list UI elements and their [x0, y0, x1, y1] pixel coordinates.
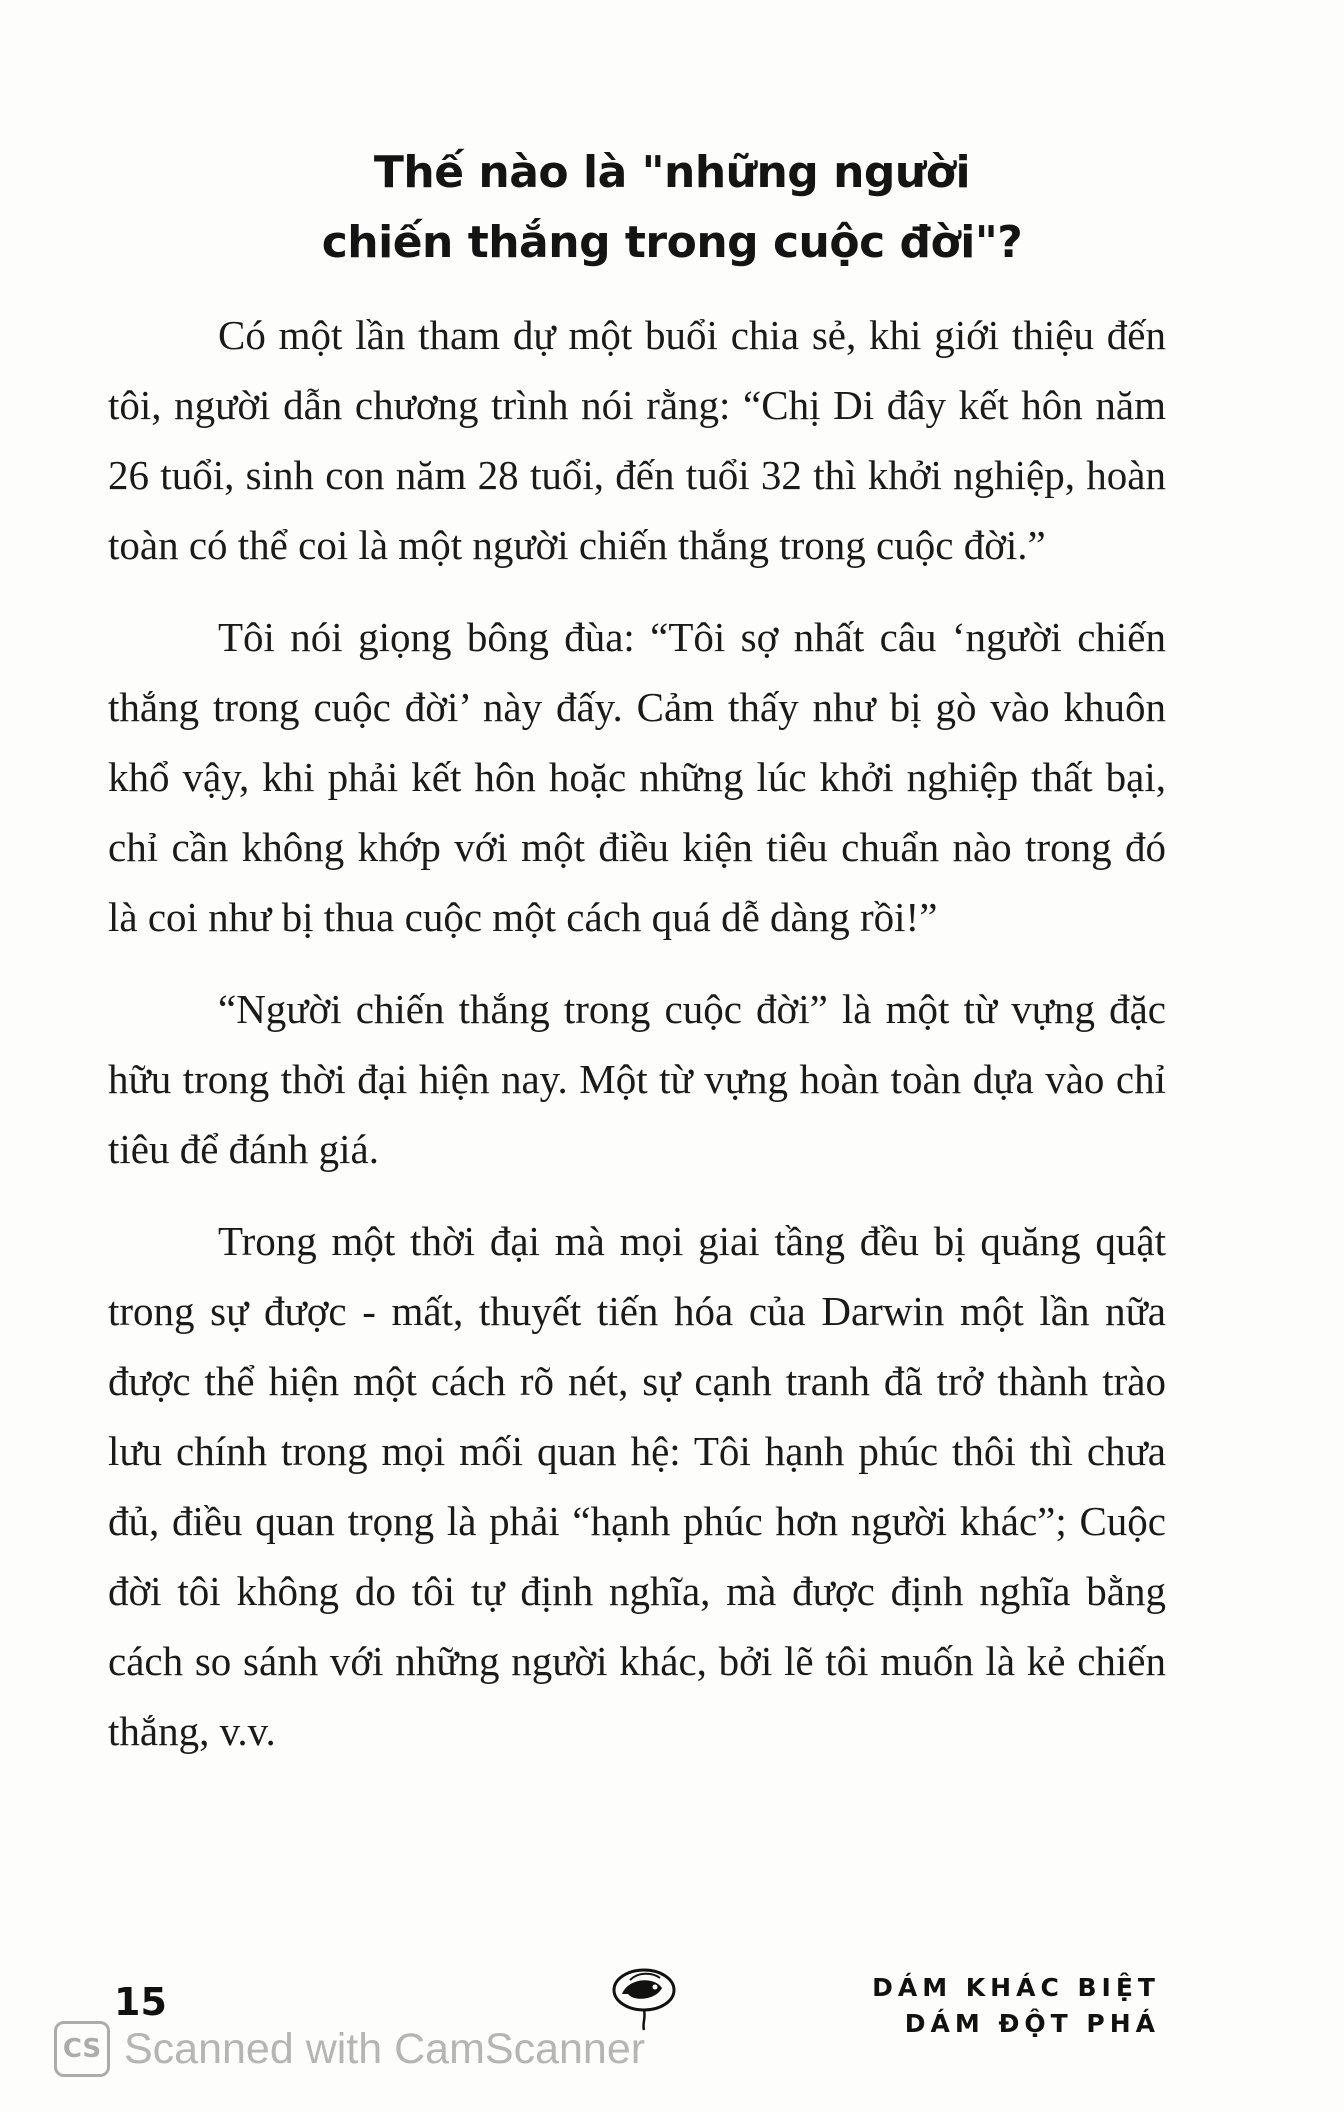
paragraph-1: Có một lần tham dự một buổi chia sẻ, khi giới thiệu đến tôi, người dẫn chương trình nói rằng: “Chị Di đây kết hôn năm 26 tuổi, sinh con năm 28 tuổi, đến tuổi 32 thì khởi nghiệp, hoàn toàn có thể coi là một người chiến thắng trong cuộc đời.”	[108, 312, 1166, 568]
page-number: 15	[114, 1980, 167, 2024]
chapter-title	[0, 138, 1344, 278]
series-title-line-1: DÁM KHÁC BIỆT	[872, 1973, 1160, 2002]
book-series-title	[872, 1970, 1160, 2042]
series-title-line-2: DÁM ĐỘT PHÁ	[904, 2009, 1160, 2038]
paragraph-3: “Người chiến thắng trong cuộc đời” là một từ vựng đặc hữu trong thời đại hiện nay. Một từ vựng hoàn toàn dựa vào chỉ tiêu để đánh giá.	[108, 986, 1166, 1172]
watermark-text: Scanned with CamScanner	[124, 2024, 646, 2073]
paragraph-2: Tôi nói giọng bông đùa: “Tôi sợ nhất câu ‘người chiến thắng trong cuộc đời’ này đấy. Cảm thấy như bị gò vào khuôn khổ vậy, khi phải kết hôn hoặc những lúc khởi nghiệp thất bại, chỉ cần không khớp với một điều kiện tiêu chuẩn nào trong đó là coi như bị thua cuộc một cách quá dễ dàng rồi!”	[108, 614, 1166, 940]
chapter-title-line-1: Thế nào là "những người	[373, 147, 971, 198]
camscanner-logo-icon: CS	[54, 2021, 110, 2077]
chapter-title-line-2: chiến thắng trong cuộc đời"?	[321, 217, 1023, 268]
camscanner-watermark	[54, 2016, 645, 2082]
body-text	[108, 300, 1166, 1788]
paragraph-4: Trong một thời đại mà mọi giai tầng đều bị quăng quật trong sự được - mất, thuyết tiến hóa của Darwin một lần nữa được thể hiện một cách rõ nét, sự cạnh tranh đã trở thành trào lưu chính trong mọi mối quan hệ: Tôi hạnh phúc thôi thì chưa đủ, điều quan trọng là phải “hạnh phúc hơn người khác”; Cuộc đời tôi không do tôi tự định nghĩa, mà được định nghĩa bằng cách so sánh với những người khác, bởi lẽ tôi muốn là kẻ chiến thắng, v.v.	[108, 1218, 1166, 1754]
